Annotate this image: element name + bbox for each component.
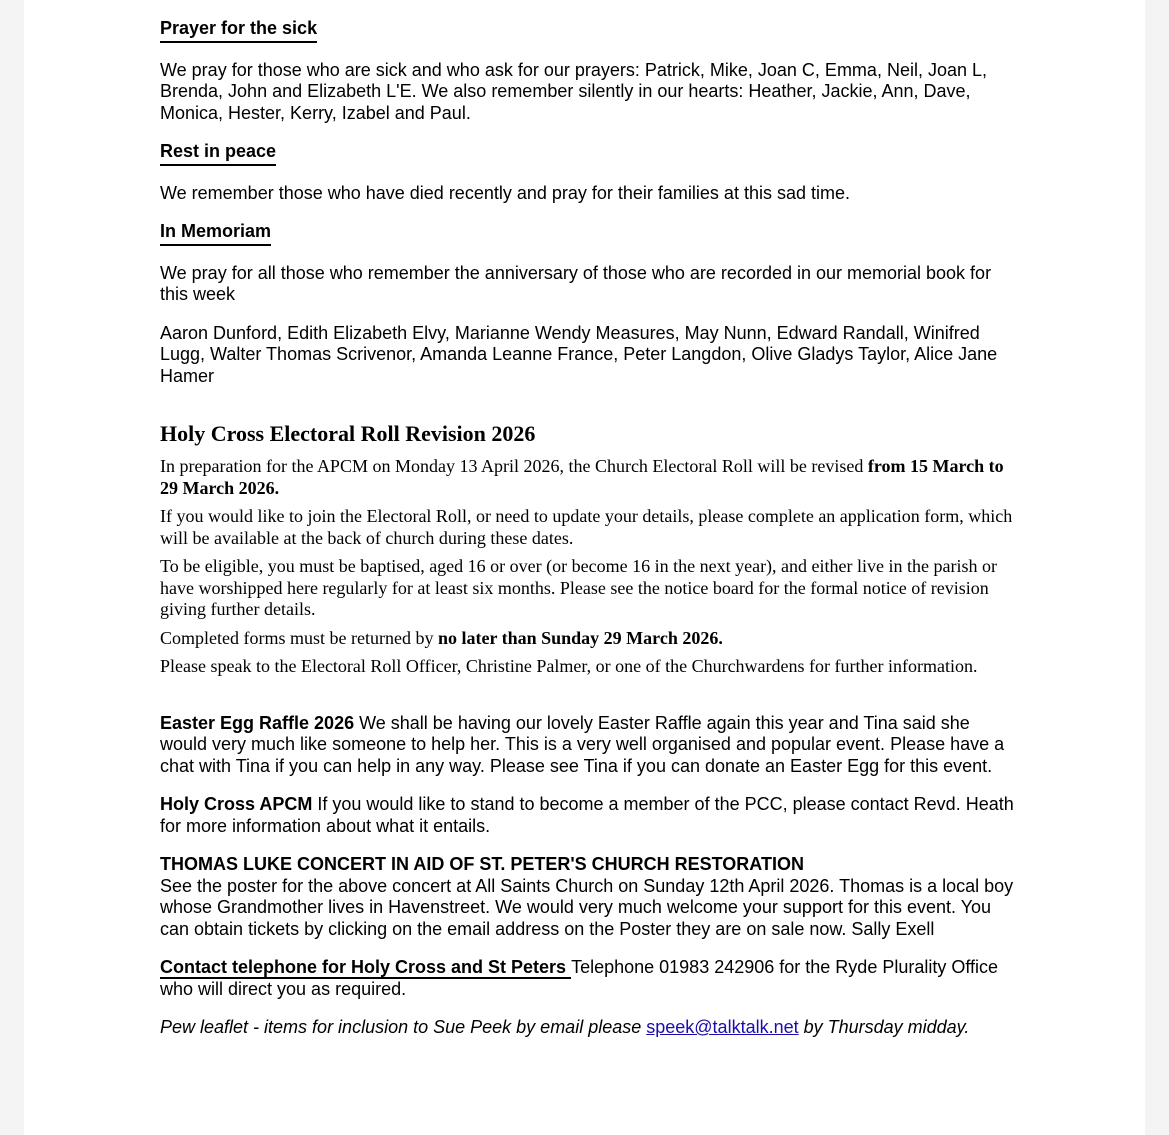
electoral-roll-p1-text: In preparation for the APCM on Monday 13 April 2026, the Church Electoral Roll will be revised [160,456,868,476]
contact-heading: Contact telephone for Holy Cross and St Peters [160,957,572,977]
electoral-roll-p1-dates: from 15 March to 29 March 2026. [160,456,1004,498]
concert-section [160,854,1020,940]
document-page [24,0,1145,1135]
apcm-heading: Holy Cross APCM [160,794,313,814]
electoral-roll-p5: Please speak to the Electoral Roll Officer, Christine Palmer, or one of the Churchwardens for further information. [160,656,978,676]
electoral-roll-p4-deadline: no later than Sunday 29 March 2026. [437,627,723,648]
electoral-roll-p4 [160,628,1020,650]
sick-section [160,18,1020,124]
sick-heading: Prayer for the sick [160,18,317,43]
rest-heading: Rest in peace [160,141,276,166]
electoral-roll-p2: If you would like to join the Electoral Roll, or need to update your details, please complete an application form, which will be available at the back of church during these dates. [160,506,1013,548]
raffle-heading: Easter Egg Raffle 2026 [160,712,355,733]
electoral-roll-p4-text: Completed forms must be returned by [160,627,438,648]
memoriam-section [160,221,1020,387]
memoriam-heading: In Memoriam [160,221,271,246]
electoral-roll-section [160,421,1020,678]
rest-section [160,141,1020,204]
raffle-paragraph [160,713,1020,778]
pew-text-after: by Thursday midday. [798,1017,970,1037]
memoriam-names: Aaron Dunford, Edith Elizabeth Elvy, Marianne Wendy Measures, May Nunn, Edward Randall, Winifred Lugg, Walter Thomas Scrivenor, Amanda Leanne France, Peter Langdon, Olive Gladys Taylor, Alice Jane Hamer [160,322,998,386]
contact-paragraph [160,957,1020,1000]
email-link[interactable]: speek@talktalk.net [646,1017,799,1037]
concert-text: See the poster for the above concert at All Saints Church on Sunday 12th April 2026. Thomas is a local boy whose Grandmother lives in Havenstreet. We would very much welcome your support for this event. You can obtain tickets by clicking on the email address on the Poster they are on sale now. Sally Exell [160,875,1014,939]
apcm-paragraph [160,794,1020,837]
pew-leaflet-note [160,1017,1020,1039]
pew-text-before: Pew leaflet - items for inclusion to Sue Peek by email please [160,1017,647,1037]
raffle-text: We shall be having our lovely Easter Raffle again this year and Tina said she would very much like someone to help her. This is a very well organised and popular event. Please have a chat with Tina if you can help in any way. Please see Tina if you can donate an Easter Egg for this event. [160,712,1005,776]
apcm-text: If you would like to stand to become a member of the PCC, please contact Revd. Heath for more information about what it entails. [160,794,1014,836]
memoriam-text: We pray for all those who remember the anniversary of those who are recorded in our memorial book for this week [160,262,992,304]
sick-text: We pray for those who are sick and who ask for our prayers: Patrick, Mike, Joan C, Emma, Neil, Joan L, Brenda, John and Elizabeth L'E. We also remember silently in our hearts: Heather, Jackie, Ann, Dave, Monica, Hester, Kerry, Izabel and Paul. [160,59,987,123]
electoral-roll-p1 [160,456,1020,499]
electoral-roll-p3: To be eligible, you must be baptised, aged 16 or over (or become 16 in the next year), and either live in the parish or have worshipped here regularly for at least six months. Please see the notice board for the formal notice of revision giving further details. [160,556,997,619]
concert-heading: THOMAS LUKE CONCERT IN AID OF ST. PETER'S CHURCH RESTORATION [160,854,804,874]
electoral-roll-title: Holy Cross Electoral Roll Revision 2026 [160,421,536,446]
rest-text: We remember those who have died recently and pray for their families at this sad time. [160,182,850,203]
contact-text: Telephone 01983 242906 for the Ryde Plurality Office who will direct you as required. [160,957,999,999]
document-content [160,18,1020,1039]
